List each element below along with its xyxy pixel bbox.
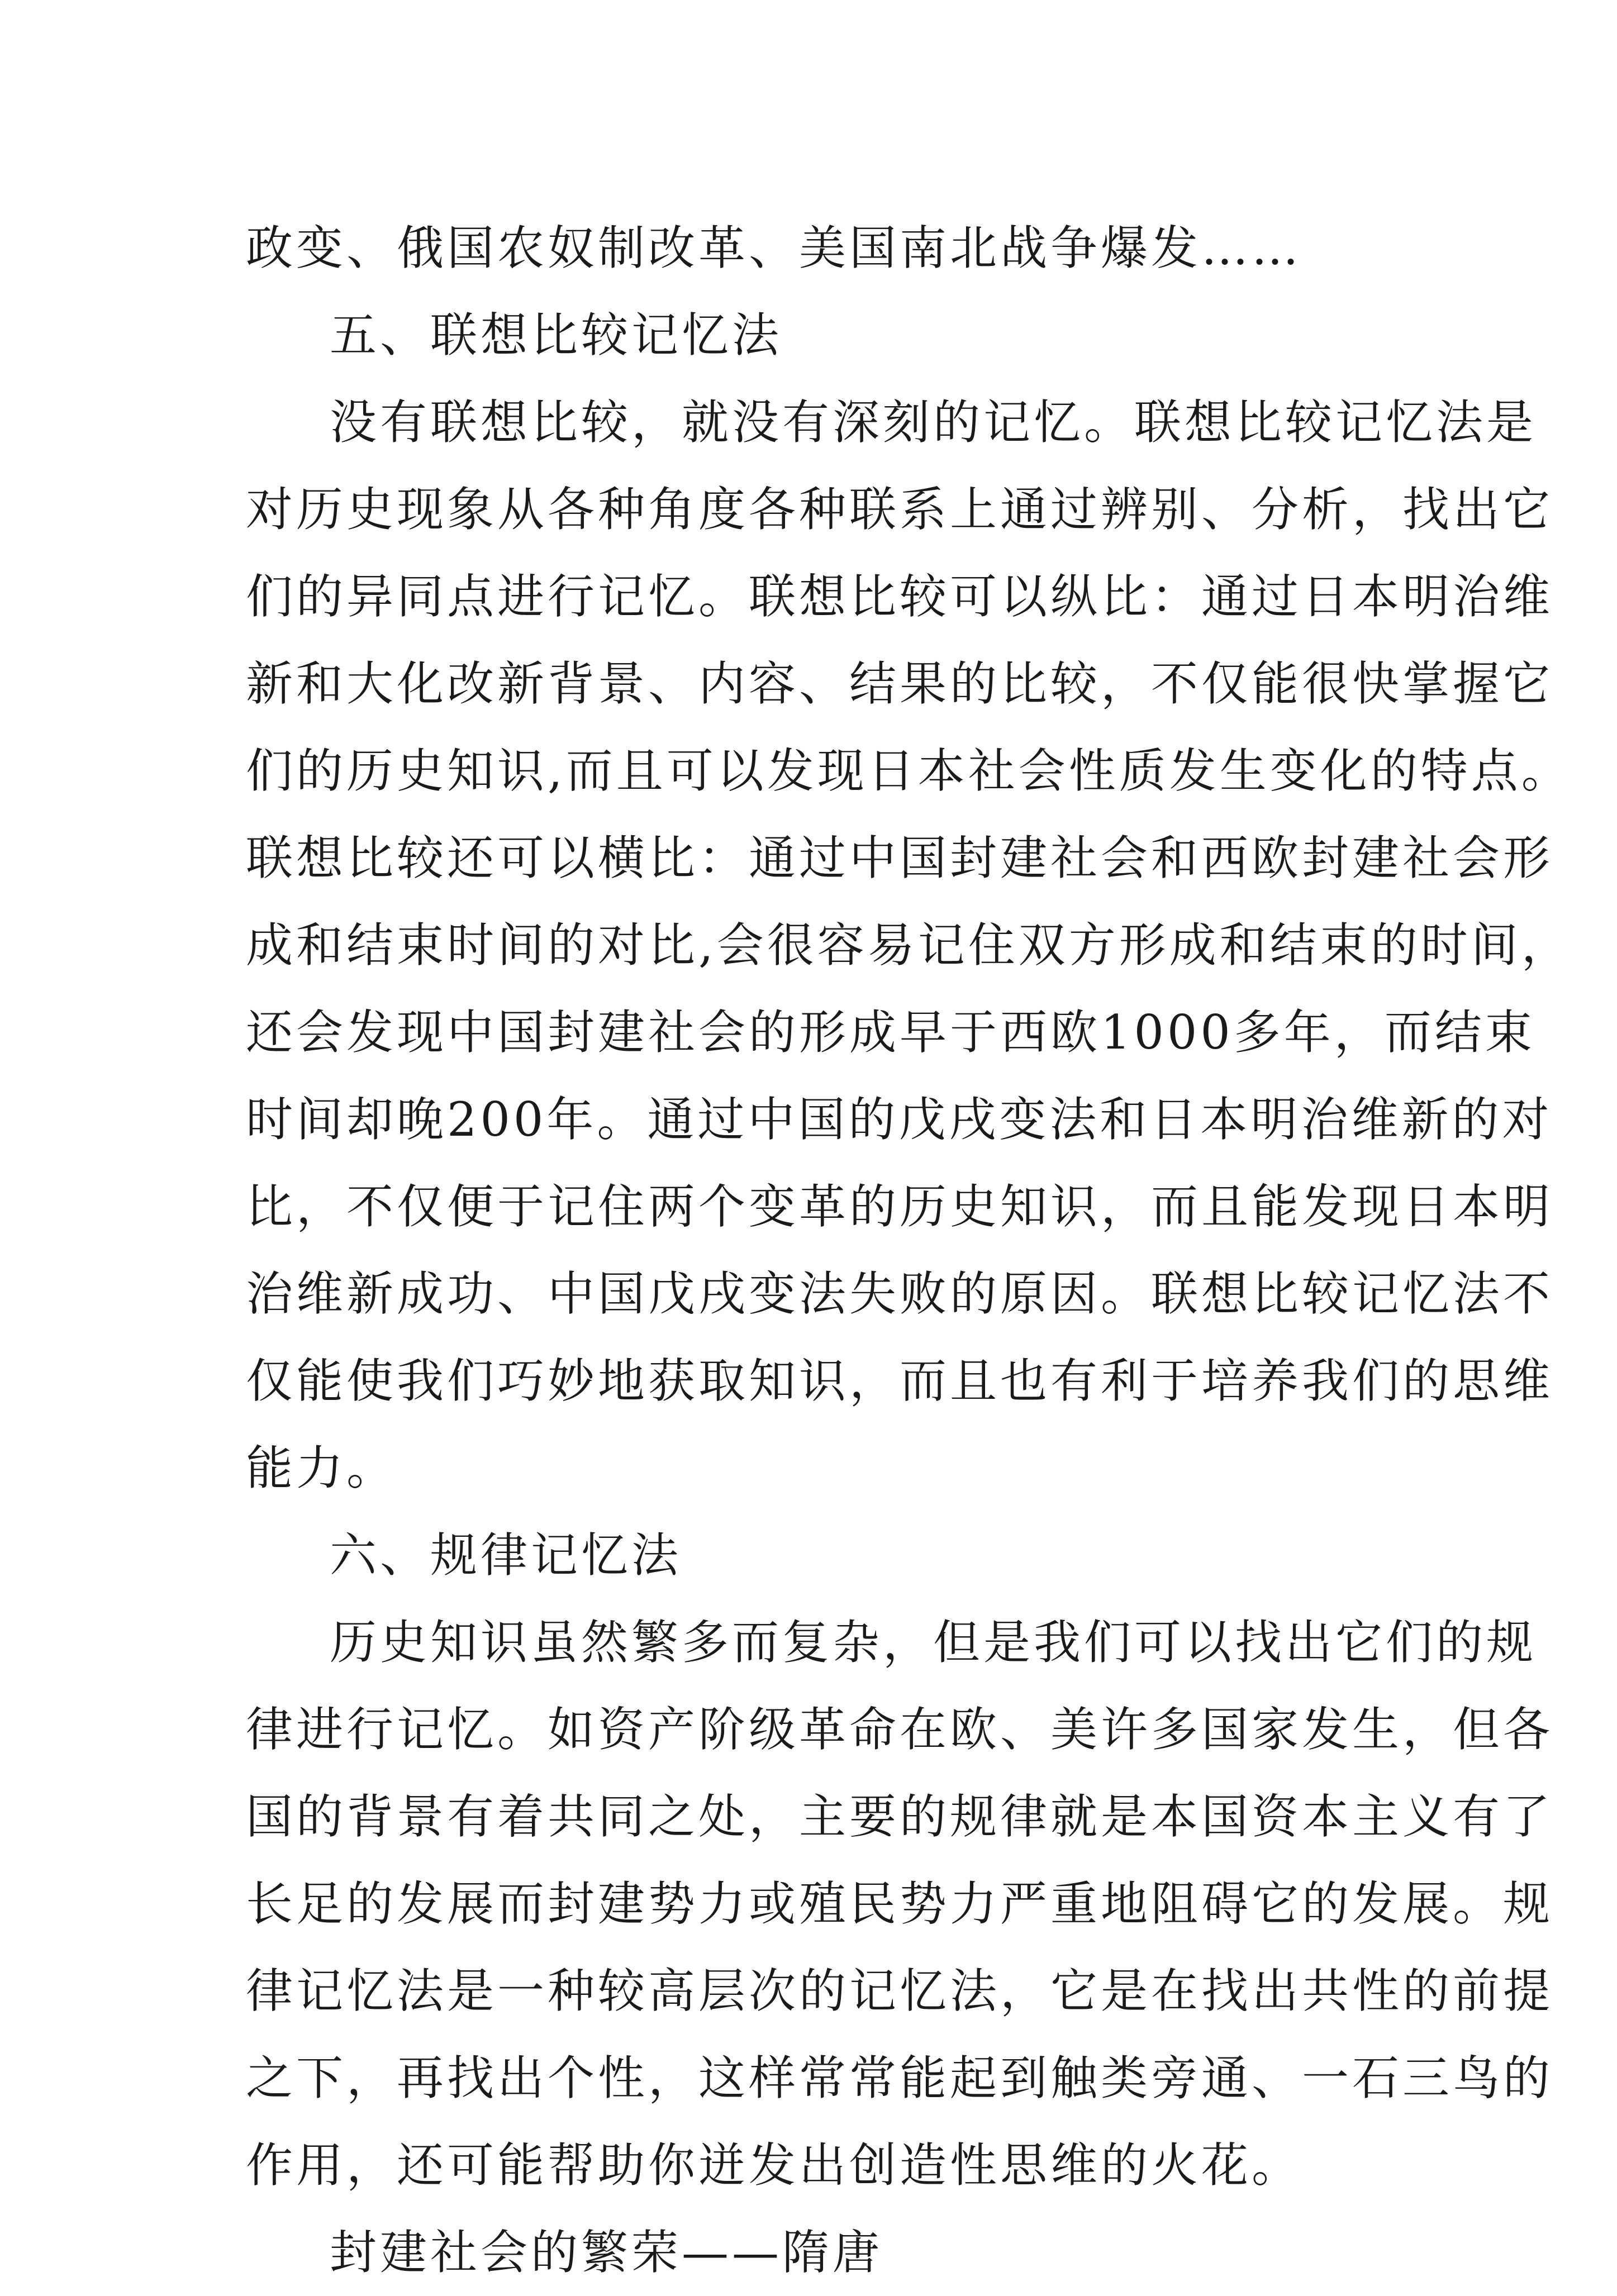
- text-line: 国的背景有着共同之处，主要的规律就是本国资本主义有了: [246, 1789, 1554, 1844]
- text-line: 政变、俄国农奴制改革、美国南北战争爆发……: [246, 221, 1302, 275]
- text-line: 律进行记忆。如资产阶级革命在欧、美许多国家发生，但各: [246, 1702, 1554, 1757]
- text-line: 长足的发展而封建势力或殖民势力严重地阻碍它的发展。规: [246, 1876, 1554, 1931]
- text-line: 联想比较还可以横比：通过中国封建社会和西欧封建社会形: [246, 831, 1554, 885]
- document-body: [246, 204, 1572, 2296]
- text-line: 之下，再找出个性，这样常常能起到触类旁通、一石三鸟的: [246, 2051, 1554, 2106]
- text-line: 仅能使我们巧妙地获取知识，而且也有利于培养我们的思维: [246, 1354, 1554, 1408]
- text-line: 成和结束时间的对比,会很容易记住双方形成和结束的时间，: [246, 918, 1572, 973]
- text-line: 治维新成功、中国戊戌变法失败的原因。联想比较记忆法不: [246, 1266, 1554, 1321]
- text-line: 作用，还可能帮助你迸发出创造性思维的火花。: [246, 2138, 1302, 2193]
- text-line: 们的历史知识,而且可以发现日本社会性质发生变化的特点。: [246, 744, 1572, 798]
- text-line: 比，不仅便于记住两个变革的历史知识，而且能发现日本明: [246, 1179, 1554, 1234]
- text-line: 时间却晚200年。通过中国的戊戌变法和日本明治维新的对: [246, 1092, 1553, 1147]
- text-line: 新和大化改新背景、内容、结果的比较，不仅能很快掌握它: [246, 656, 1554, 711]
- paragraph-first-line: 历史知识虽然繁多而复杂，但是我们可以找出它们的规: [330, 1615, 1537, 1670]
- section-heading: 五、联想比较记忆法: [330, 308, 783, 363]
- section-heading: 封建社会的繁荣——隋唐: [330, 2225, 883, 2280]
- paragraph-first-line: 没有联想比较，就没有深刻的记忆。联想比较记忆法是: [330, 395, 1537, 450]
- section-heading: 六、规律记忆法: [330, 1528, 682, 1583]
- text-line: 还会发现中国封建社会的形成早于西欧1000多年，而结束: [246, 1005, 1535, 1060]
- text-line: 对历史现象从各种角度各种联系上通过辨别、分析，找出它: [246, 482, 1554, 537]
- text-line: 能力。: [246, 1441, 397, 1495]
- text-line: 们的异同点进行记忆。联想比较可以纵比：通过日本明治维: [246, 569, 1554, 624]
- text-line: 律记忆法是一种较高层次的记忆法，它是在找出共性的前提: [246, 1964, 1554, 2018]
